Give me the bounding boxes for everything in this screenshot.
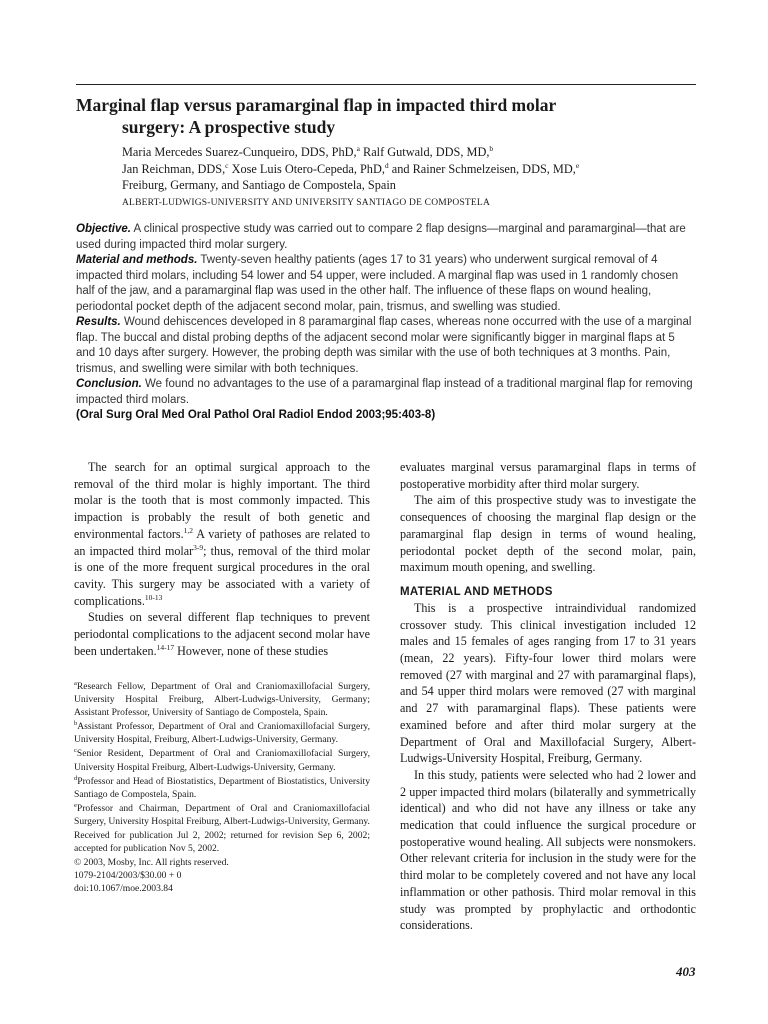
- affil-mark: c: [225, 160, 229, 170]
- author-line-1: [122, 144, 702, 161]
- body-text: Studies on several different flap techniques to prevent periodontal complications to the adjacent second molar have been undertaken.: [74, 610, 370, 658]
- results-text: Wound dehiscences developed in 8 paramarginal flap cases, whereas none occurred with the use of a marginal flap. The buccal and distal probing depths of the adjacent second molar were significantly bigger in marginal flaps at 5 and 10 days after surgery. However, the probing depth was similar with the use of both techniques at 3 months. Pain, trismus, and swelling were similar with both techniques.: [76, 316, 692, 375]
- author-location: Freiburg, Germany, and Santiago de Compostela, Spain: [122, 178, 396, 192]
- footnote-e: [74, 802, 370, 828]
- author-suarez: Maria Mercedes Suarez-Cunqueiro, DDS, PhD,: [122, 145, 357, 159]
- body-paragraph: evaluates marginal versus paramarginal flaps in terms of postoperative morbidity after third molar surgery.: [400, 460, 696, 491]
- body-paragraph: This is a prospective intraindividual randomized crossover study. This clinical investigation included 12 males and 15 females of ages ranging from 17 to 31 years (mean, 22 years). Fifty-four lower third molars were removed (27 with marginal and 27 with paramarginal flaps), and 54 upper third molars were removed (27 with marginal and 27 with paramarginal flaps). These patients were examined before and after third molar surgery at the Department of Oral and Maxillofacial Surgery, Albert-Ludwigs-University Hospital, Freiburg, Germany.: [400, 600, 696, 766]
- doi: doi:10.1067/moe.2003.84: [74, 883, 173, 895]
- body-text: However, none of these studies: [174, 643, 329, 658]
- author-otero: Xose Luis Otero-Cepeda, PhD,: [228, 161, 385, 176]
- abstract-results: [76, 315, 696, 377]
- methods-text: Twenty-seven healthy patients (ages 17 to 31 years) who underwent surgical removal of 4 impacted third molars, including 54 lower and 54 upper, were included. A marginal flap was used in 1 randomly chosen half of the jaw, and a paramarginal flap was used in the other half. The influence of these flaps on wound healing, periodontal pocket depth of the adjacent second molar, pain, trismus, and swelling was studied.: [76, 254, 679, 313]
- abstract-objective: [76, 222, 696, 253]
- abstract-methods: [76, 253, 696, 315]
- objective-label: Objective.: [76, 223, 131, 235]
- top-rule: [76, 84, 696, 85]
- author-institutions: ALBERT-LUDWIGS-UNIVERSITY AND UNIVERSITY SANTIAGO DE COMPOSTELA: [122, 197, 491, 208]
- section-heading: MATERIAL AND METHODS: [400, 585, 553, 598]
- footnote-text: Assistant Professor, Department of Oral and Craniomaxillofacial Surgery, University Hospital, Freiburg, Albert-Ludwigs-University, Germany.: [74, 721, 370, 746]
- objective-text: A clinical prospective study was carried out to compare 2 flap designs—marginal and paramarginal—that are used during impacted third molar surgery.: [76, 223, 686, 251]
- title-line-2: surgery: A prospective study: [122, 117, 336, 137]
- author-block: [122, 144, 702, 211]
- article-title: [76, 94, 696, 138]
- left-column: [74, 459, 370, 659]
- footnote-text: Research Fellow, Department of Oral and Craniomaxillofacial Surgery, University Hospital Freiburg, Albert-Ludwigs-University, Germany; Assistant Professor, University of Santiago de Compostela, Spain.: [74, 681, 370, 719]
- footnote-c: [74, 747, 370, 773]
- reference-mark: 14-17: [156, 642, 175, 652]
- right-column: [400, 459, 696, 934]
- footnote-text: Senior Resident, Department of Oral and Craniomaxillofacial Surgery, University Hospital Freiburg, Albert-Ludwigs-University, Germany.: [74, 748, 370, 773]
- author-gutwald: Ralf Gutwald, DDS, MD,: [359, 145, 490, 159]
- journal-citation: (Oral Surg Oral Med Oral Pathol Oral Radiol Endod 2003;95:403-8): [76, 409, 436, 421]
- footnote-mark: b: [74, 720, 78, 728]
- body-paragraph: [74, 609, 370, 659]
- body-text: ; thus, removal of the third molar is one of the more frequent surgical procedures in the oral cavity. This surgery may be associated with a variety of complications.: [74, 543, 370, 608]
- footnote-mark: e: [74, 801, 77, 809]
- received-dates: Received for publication Jul 2, 2002; returned for revision Sep 6, 2002; accepted for publication Nov 5, 2002.: [74, 830, 370, 855]
- copyright: © 2003, Mosby, Inc. All rights reserved.: [74, 857, 229, 869]
- affil-mark: b: [489, 143, 494, 153]
- title-line-1: Marginal flap versus paramarginal flap in impacted third molar: [76, 95, 557, 115]
- body-paragraph: [74, 459, 370, 609]
- page-number: 403: [676, 964, 696, 979]
- footnote-mark: c: [74, 747, 77, 755]
- footnote-a: [74, 680, 370, 719]
- footnote-text: Professor and Chairman, Department of Oral and Craniomaxillofacial Surgery, University Hospital Freiburg, Albert-Ludwigs-University, Germany.: [74, 802, 370, 827]
- reference-mark: 10-13: [144, 592, 163, 602]
- footnotes: [74, 680, 370, 896]
- conclusion-label: Conclusion.: [76, 378, 142, 390]
- author-reichman: Jan Reichman, DDS,: [122, 161, 226, 176]
- affil-mark: d: [384, 160, 389, 170]
- footnote-d: [74, 775, 370, 801]
- affil-mark: a: [356, 143, 360, 153]
- conclusion-text: We found no advantages to the use of a paramarginal flap instead of a traditional marginal flap for removing impacted third molars.: [76, 378, 693, 406]
- body-paragraph: In this study, patients were selected who had 2 lower and 2 upper impacted third molars (bilaterally and symmetrically identical) and who did not have any illness or take any medication that could influence the surgical procedure or postoperative wound healing. All subjects were nonsmokers. Other relevant criteria for inclusion in the study were for the third molar to be completely covered and not have any local inflammation or other pathosis. Third molar removal in this study was prompted by prophylactic and orthodontic considerations.: [400, 767, 696, 933]
- reference-mark: 3-9: [193, 542, 204, 552]
- results-label: Results.: [76, 316, 121, 328]
- author-schmelzeisen: and Rainer Schmelzeisen, DDS, MD,: [388, 161, 576, 176]
- methods-label: Material and methods.: [76, 254, 198, 266]
- abstract-conclusion: [76, 377, 696, 408]
- body-paragraph: The aim of this prospective study was to investigate the consequences of choosing the marginal flap design or the paramarginal flap design in terms of wound healing, periodontal pocket depth of the second molar, pain, maximum mouth opening, and swelling.: [400, 493, 696, 575]
- footnote-mark: d: [74, 774, 78, 782]
- footnote-b: [74, 720, 370, 746]
- abstract: [76, 222, 696, 424]
- footnote-text: Professor and Head of Biostatistics, Department of Biostatistics, University Santiago de Compostela, Spain.: [74, 775, 370, 800]
- body-text: The search for an optimal surgical approach to the removal of the third molar is highly important. The third molar is the tooth that is most commonly impacted. This impaction is probably the result of both genetic and environmental factors.: [74, 460, 370, 541]
- reference-mark: 1,2: [183, 525, 194, 535]
- footnote-mark: a: [74, 679, 77, 687]
- issn: 1079-2104/2003/$30.00 + 0: [74, 870, 182, 882]
- affil-mark: e: [575, 160, 580, 170]
- author-line-2: [122, 161, 702, 178]
- body-text: A variety of pathoses are related to an impacted third molar: [74, 526, 370, 558]
